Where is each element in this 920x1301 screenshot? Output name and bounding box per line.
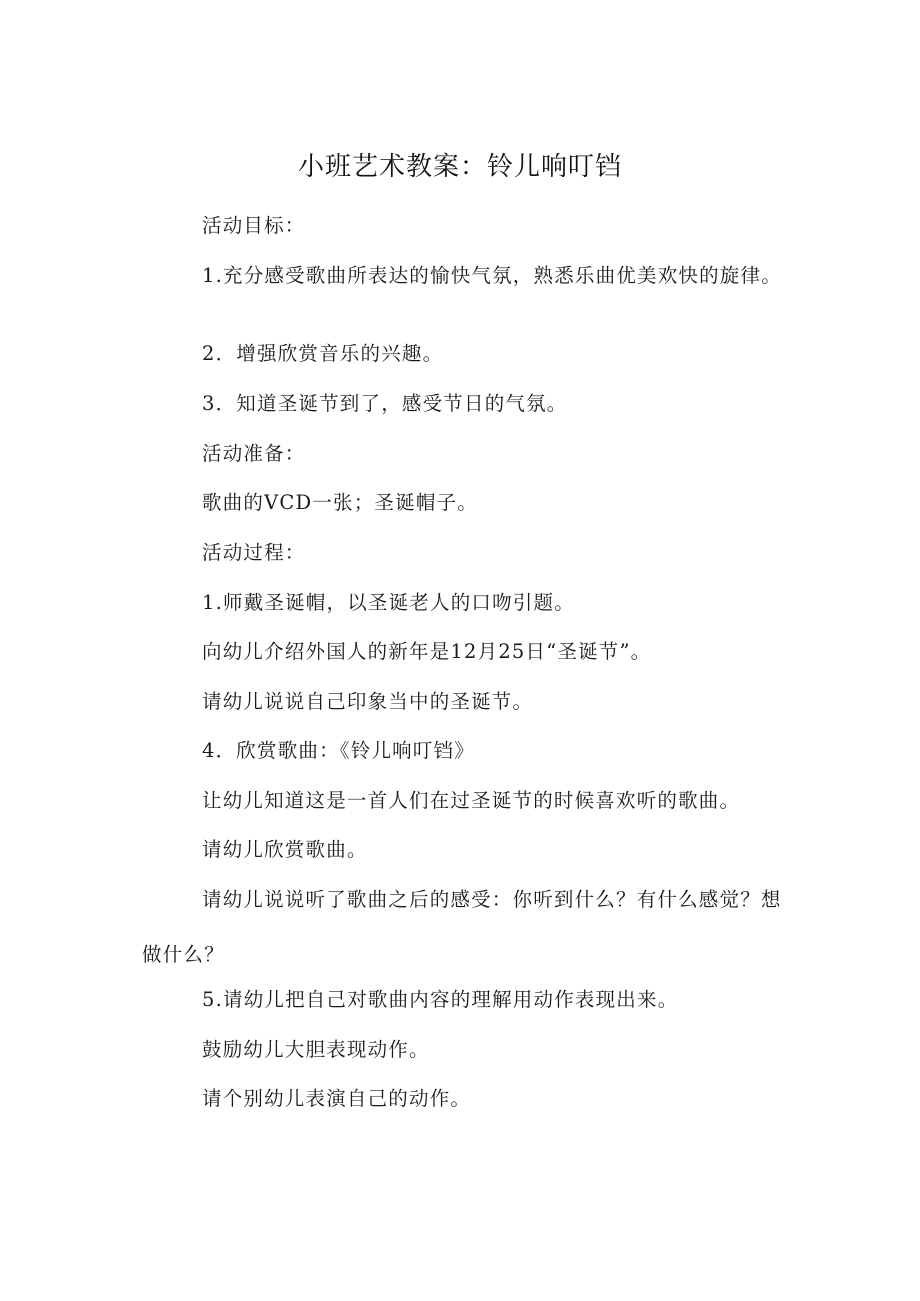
paragraph-step-1: 1.师戴圣诞帽，以圣诞老人的口吻引题。 [202, 591, 575, 614]
paragraph-prep-items: 歌曲的VCD一张；圣诞帽子。 [202, 491, 478, 514]
paragraph-process-heading: 活动过程： [202, 541, 306, 564]
paragraph-goal-3: 3．知道圣诞节到了，感受节日的气氛。 [202, 392, 568, 415]
paragraph-step-5-encourage: 鼓励幼儿大胆表现动作。 [202, 1038, 430, 1061]
paragraph-step-4-listen: 请幼儿欣赏歌曲。 [202, 838, 368, 861]
paragraph-step-5: 5.请幼儿把自己对歌曲内容的理解用动作表现出来。 [202, 988, 679, 1011]
paragraph-goal-1: 1.充分感受歌曲所表达的愉快气氛，熟悉乐曲优美欢快的旋律。 [202, 264, 782, 287]
paragraph-step-4-explain: 让幼儿知道这是一首人们在过圣诞节的时候喜欢听的歌曲。 [202, 789, 741, 812]
paragraph-step-4-feelings: 请幼儿说说听了歌曲之后的感受：你听到什么？有什么感觉？想做什么？ [142, 888, 782, 966]
paragraph-step-4: 4．欣赏歌曲：《铃儿响叮铛》 [202, 739, 475, 762]
document-title: 小班艺术教案：铃儿响叮铛 [297, 152, 622, 182]
paragraph-prep-heading: 活动准备： [202, 442, 306, 465]
paragraph-step-1-discuss: 请幼儿说说自己印象当中的圣诞节。 [202, 690, 534, 713]
paragraph-goals-heading: 活动目标： [202, 214, 306, 237]
paragraph-step-1-intro: 向幼儿介绍外国人的新年是12月25日“圣诞节”。 [202, 640, 652, 663]
paragraph-step-5-perform: 请个别幼儿表演自己的动作。 [202, 1087, 472, 1110]
paragraph-goal-2: 2．增强欣赏音乐的兴趣。 [202, 342, 444, 365]
